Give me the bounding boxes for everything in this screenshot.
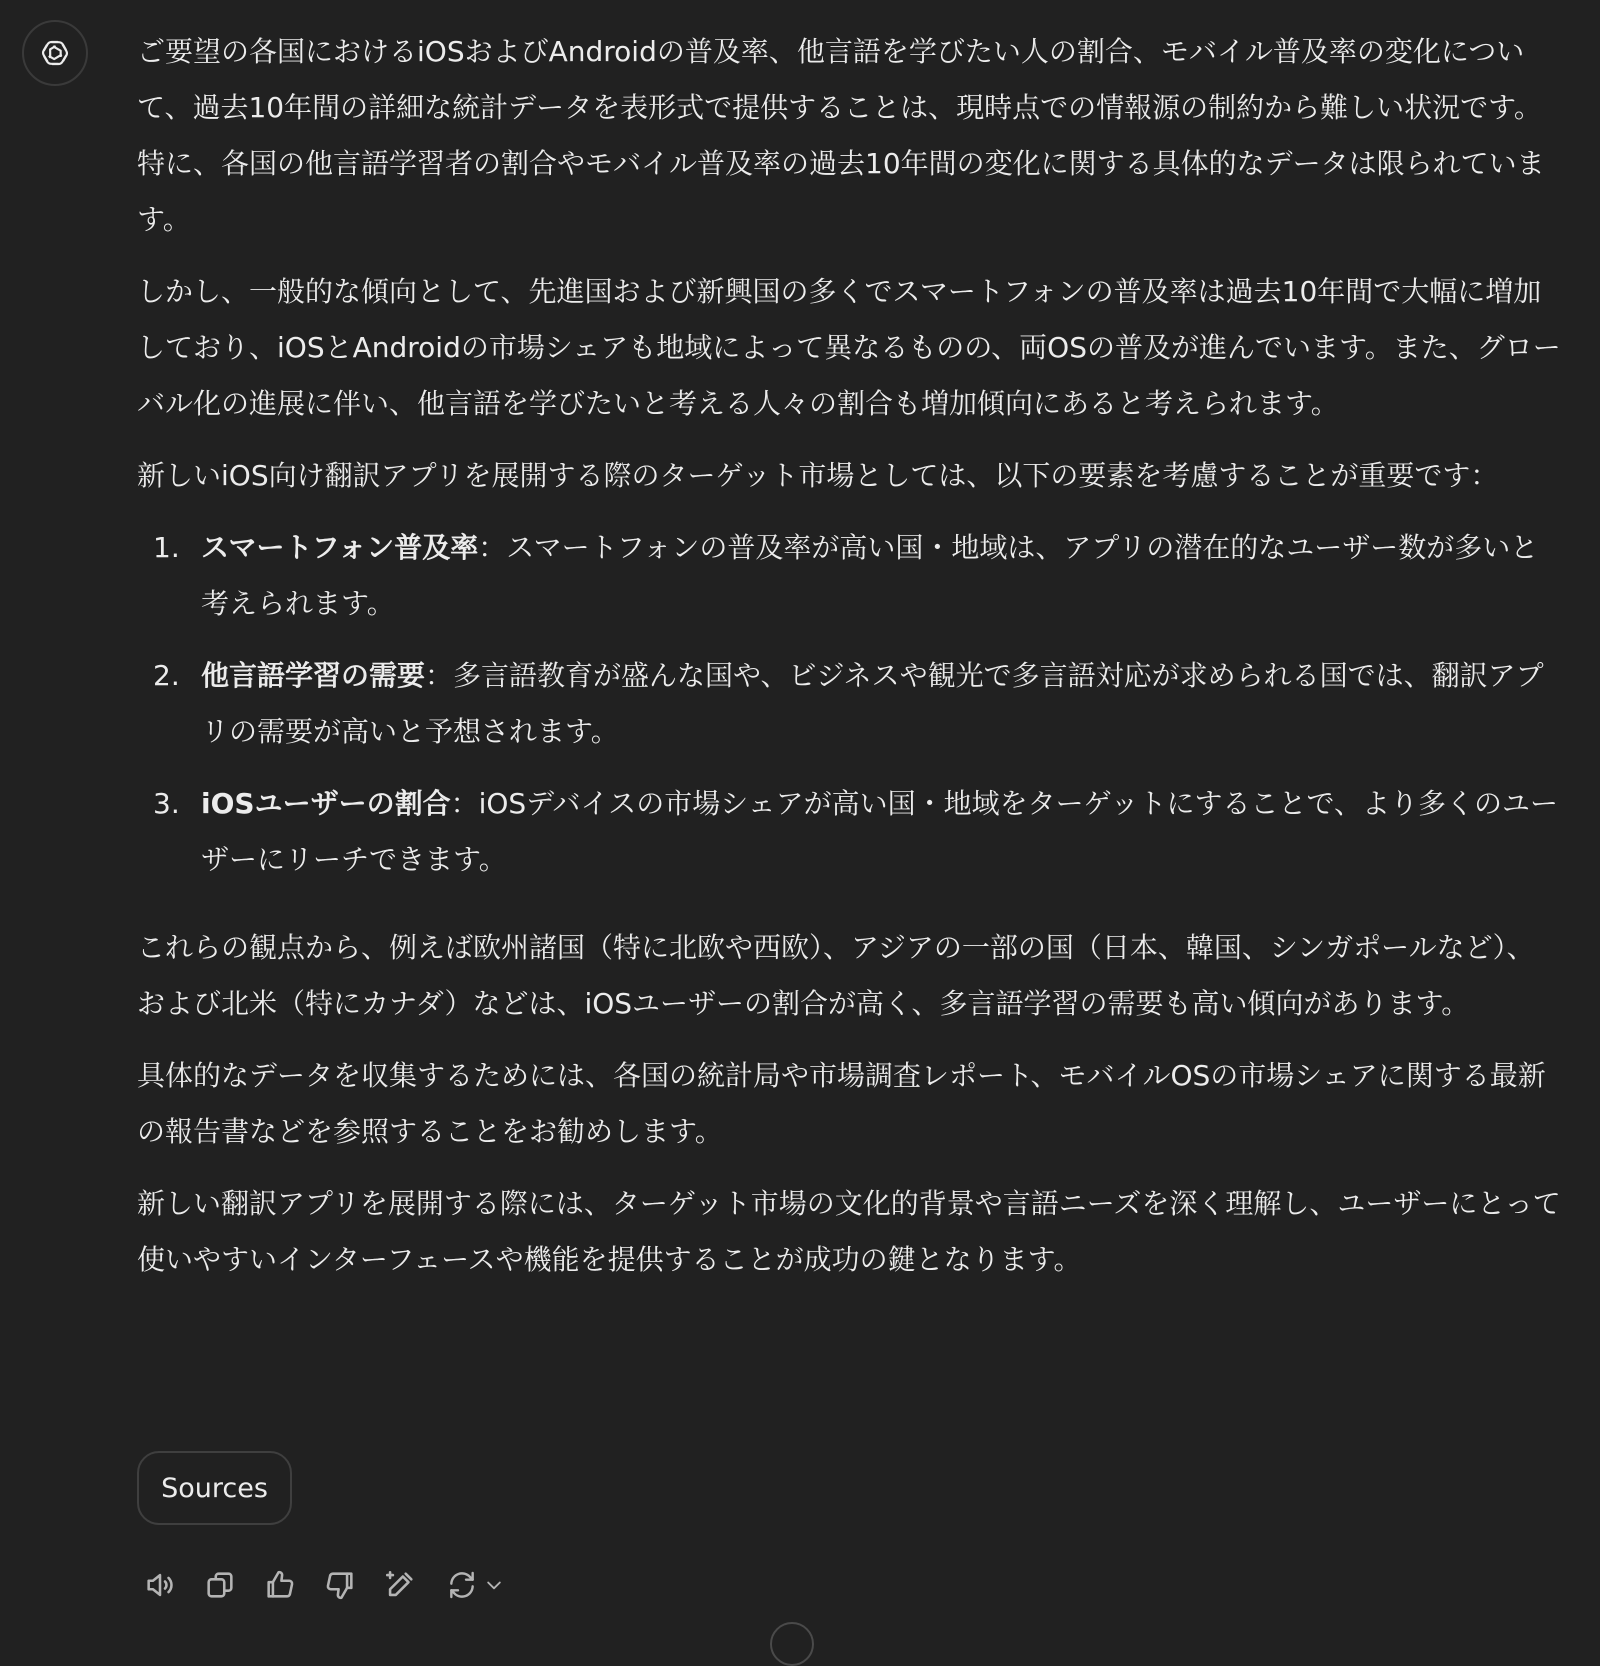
edit-canvas-icon	[383, 1568, 417, 1602]
message-paragraph: これらの観点から、例えば欧州諸国（特に北欧や西欧）、アジアの一部の国（日本、韓国、シンガポールなど）、および北米（特にカナダ）などは、iOSユーザーの割合が高く、多言語学習の需要も高い傾向があります。	[137, 931, 1535, 1020]
message-paragraph: 新しいiOS向け翻訳アプリを展開する際のターゲット市場としては、以下の要素を考慮することが重要です：	[137, 459, 1499, 492]
copy-icon	[203, 1568, 237, 1602]
list-item-title: iOSユーザーの割合	[201, 787, 451, 820]
edit-in-canvas-button[interactable]	[377, 1562, 423, 1608]
list-item-number: 1.	[153, 531, 180, 564]
list-item-number: 2.	[153, 659, 180, 692]
list-item-text: ：iOSデバイスの市場シェアが高い国・地域をターゲットにすることで、より多くのユーザーにリーチできます。	[201, 787, 1558, 876]
list-item	[137, 776, 1562, 888]
chevron-down-icon	[484, 1575, 504, 1595]
scroll-to-bottom-button[interactable]	[770, 1622, 814, 1666]
thumbs-up-icon	[263, 1568, 297, 1602]
read-aloud-button[interactable]	[137, 1562, 183, 1608]
regenerate-button[interactable]	[437, 1562, 513, 1608]
list-item	[137, 520, 1562, 632]
good-response-button[interactable]	[257, 1562, 303, 1608]
message-paragraph: 具体的なデータを収集するためには、各国の統計局や市場調査レポート、モバイルOSの市場シェアに関する最新の報告書などを参照することをお勧めします。	[137, 1059, 1546, 1148]
assistant-message	[137, 24, 1562, 1304]
list-item-number: 3.	[153, 787, 180, 820]
list-item	[137, 648, 1562, 760]
list-item-title: 他言語学習の需要	[201, 659, 426, 692]
sources-button[interactable]: Sources	[137, 1451, 292, 1525]
list-item-title: スマートフォン普及率	[201, 531, 479, 564]
regenerate-icon	[446, 1569, 478, 1601]
copy-button[interactable]	[197, 1562, 243, 1608]
bad-response-button[interactable]	[317, 1562, 363, 1608]
thumbs-down-icon	[323, 1568, 357, 1602]
message-actions-toolbar	[137, 1562, 513, 1608]
message-paragraph: しかし、一般的な傾向として、先進国および新興国の多くでスマートフォンの普及率は過去10年間で大幅に増加しており、iOSとAndroidの市場シェアも地域によって異なるものの、両OSの普及が進んでいます。また、グローバル化の進展に伴い、他言語を学びたいと考える人々の割合も増加傾向にあると考えられます。	[137, 275, 1561, 420]
openai-logo-icon	[35, 33, 75, 73]
speaker-icon	[143, 1568, 177, 1602]
numbered-list	[137, 520, 1562, 888]
assistant-avatar	[22, 20, 88, 86]
list-item-text: ：多言語教育が盛んな国や、ビジネスや観光で多言語対応が求められる国では、翻訳アプリの需要が高いと予想されます。	[201, 659, 1544, 748]
message-paragraph: 新しい翻訳アプリを展開する際には、ターゲット市場の文化的背景や言語ニーズを深く理解し、ユーザーにとって使いやすいインターフェースや機能を提供することが成功の鍵となります。	[137, 1187, 1561, 1276]
list-item-text: ：スマートフォンの普及率が高い国・地域は、アプリの潜在的なユーザー数が多いと考えられます。	[201, 531, 1539, 620]
message-paragraph: ご要望の各国におけるiOSおよびAndroidの普及率、他言語を学びたい人の割合、モバイル普及率の変化について、過去10年間の詳細な統計データを表形式で提供することは、現時点での情報源の制約から難しい状況です。特に、各国の他言語学習者の割合やモバイル普及率の過去10年間の変化に関する具体的なデータは限られています。	[137, 35, 1545, 236]
